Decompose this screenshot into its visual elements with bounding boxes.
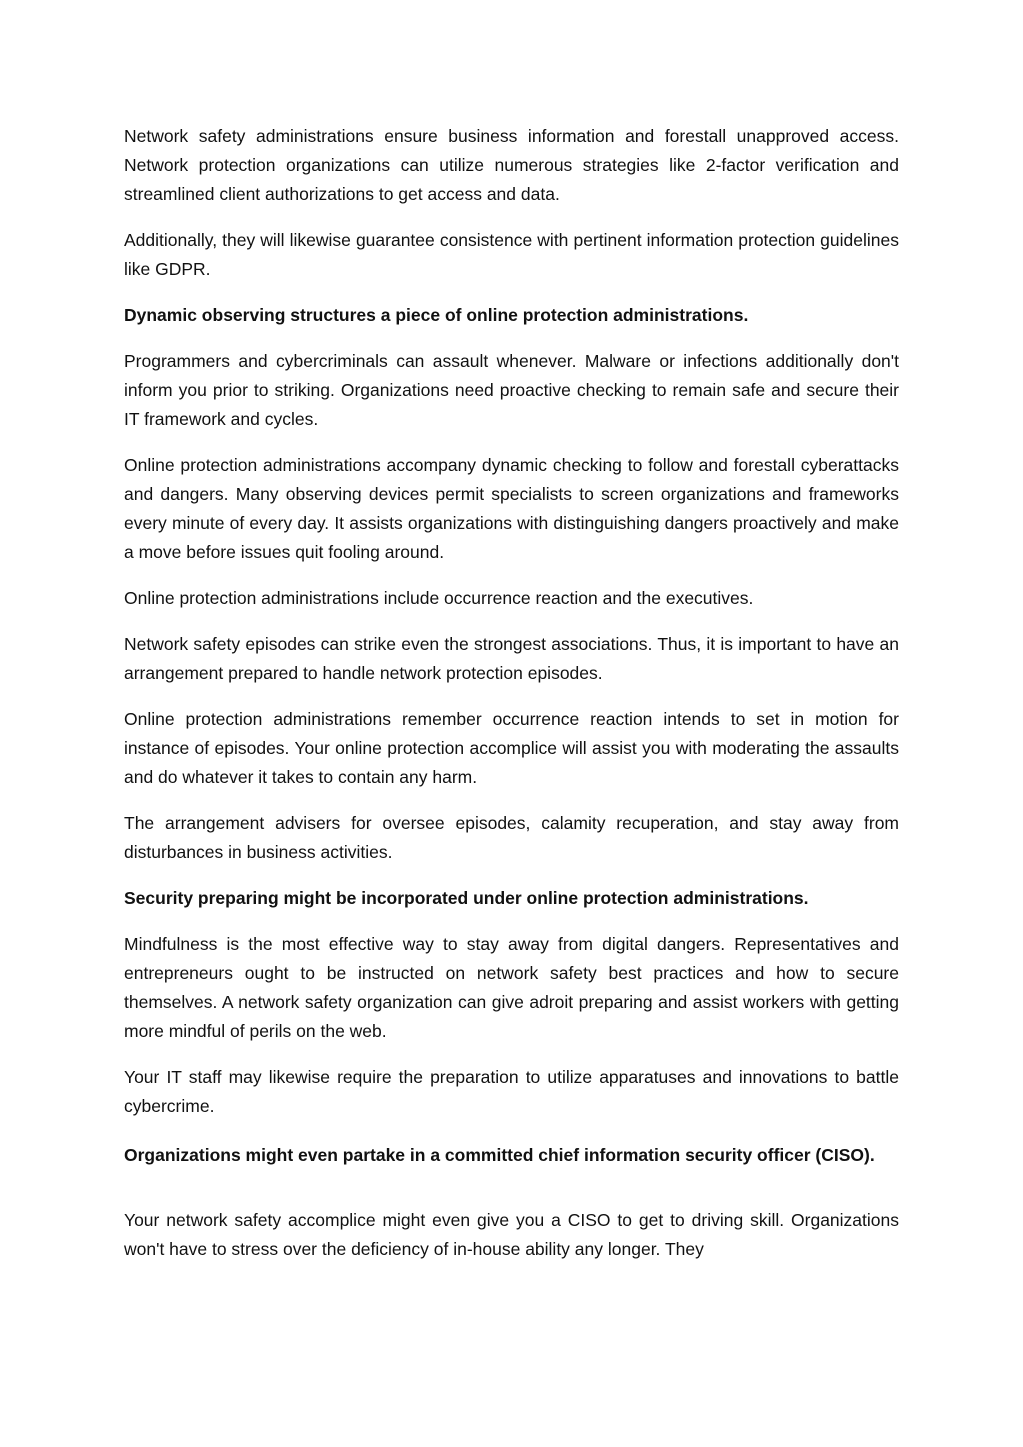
paragraph: Your IT staff may likewise require the preparation to utilize apparatuses and innovations to battle cybercrime.	[124, 1067, 899, 1116]
paragraph: Online protection administrations remember occurrence reaction intends to set in motion for instance of episodes. Your online protection accomplice will assist you with moderating the assaults and do whatever it takes to contain any harm.	[124, 709, 899, 787]
paragraph: Online protection administrations accompany dynamic checking to follow and forestall cyberattacks and dangers. Many observing devices permit specialists to screen organizations and frameworks every minute of every day. It assists organizations with distinguishing dangers proactively and make a move before issues quit fooling around.	[124, 455, 899, 562]
paragraph: The arrangement advisers for oversee episodes, calamity recuperation, and stay away from disturbances in business activities.	[124, 813, 899, 862]
paragraph: Your network safety accomplice might even give you a CISO to get to driving skill. Organizations won't have to stress over the deficiency of in-house ability any longer. They	[124, 1210, 899, 1259]
section-heading: Dynamic observing structures a piece of online protection administrations.	[124, 305, 749, 325]
paragraph: Online protection administrations include occurrence reaction and the executives.	[124, 588, 754, 608]
section-heading: Security preparing might be incorporated under online protection administrations.	[124, 888, 809, 908]
paragraph: Additionally, they will likewise guarantee consistence with pertinent information protection guidelines like GDPR.	[124, 230, 899, 279]
section-heading: Organizations might even partake in a committed chief information security officer (CISO).	[124, 1145, 875, 1165]
paragraph: Network safety episodes can strike even the strongest associations. Thus, it is important to have an arrangement prepared to handle network protection episodes.	[124, 634, 899, 683]
paragraph: Programmers and cybercriminals can assault whenever. Malware or infections additionally don't inform you prior to striking. Organizations need proactive checking to remain safe and secure their IT framework and cycles.	[124, 351, 899, 429]
paragraph: Mindfulness is the most effective way to stay away from digital dangers. Representatives and entrepreneurs ought to be instructed on network safety best practices and how to secure themselves. A network safety organization can give adroit preparing and assist workers with getting more mindful of perils on the web.	[124, 934, 899, 1041]
document-body	[124, 122, 899, 1281]
paragraph: Network safety administrations ensure business information and forestall unapproved access. Network protection organizations can utilize numerous strategies like 2-factor verification and streamlined client authorizations to get access and data.	[124, 126, 899, 204]
